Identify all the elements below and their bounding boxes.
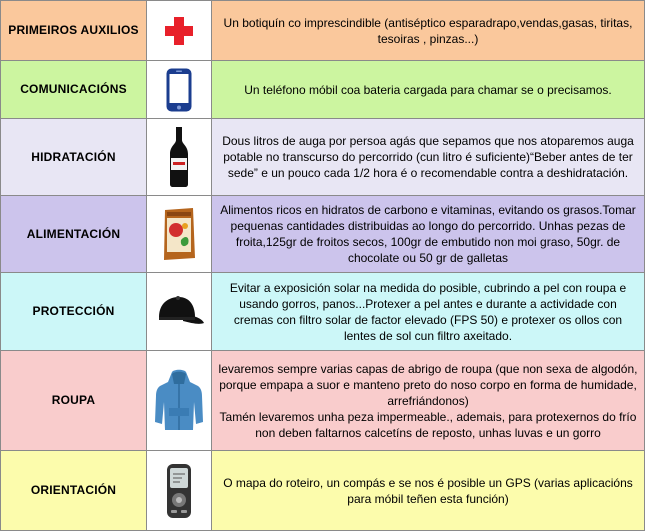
icon-cell [147,1,212,61]
row-description: Un botiquín co imprescindible (antiséptico esparadrapo,vendas,gasas, tiritas, tesoiras , pinzas...) [212,1,645,61]
row-description: Dous litros de auga por persoa agás que sepamos que nos atoparemos auga potable no transcurso do percorrido (cun litro é suficiente)“Beber antes de ter sede” e un pouco cada 1/2 hora é o recomendable contra a deshidratación. [212,119,645,196]
table-row [1,351,645,451]
table-row [1,119,645,196]
gps-device-icon [164,462,194,520]
table-row [1,273,645,351]
table-row [1,196,645,273]
icon-cell [147,273,212,351]
hoodie-icon [154,368,204,434]
icon-cell [147,61,212,119]
row-description: levaremos sempre varias capas de abrigo de roupa (que non sexa de algodón, porque empapa a suor e manteno preto do noso corpo en forma de humidade, arrefriándonos) Tamén levaremos unha peza impermeable., ademais, para protexernos do frío non deben faltarnos calcetíns de reposto, unhas luvas e un gorro [212,351,645,451]
row-description: Evitar a exposición solar na medida do posible, cubrindo a pel con roupa e usando gorros, panos...Protexer a pel antes e durante a actividade con cremas con filtro solar de factor elevado (FPS 50) e protexer os ollos con lentes de sol cun filtro axeitado. [212,273,645,351]
icon-cell [147,196,212,273]
row-label: HIDRATACIÓN [1,119,147,196]
row-label: PROTECCIÓN [1,273,147,351]
row-label: PRIMEIROS AUXILIOS [1,1,147,61]
row-description: Un teléfono móbil coa bateria cargada para chamar se o precisamos. [212,61,645,119]
row-label: ALIMENTACIÓN [1,196,147,273]
row-description: O mapa do roteiro, un compás e se nos é posible un GPS (varias aplicacións para móbil teñen esta función) [212,451,645,531]
table-row [1,451,645,531]
row-label: ROUPA [1,351,147,451]
icon-cell [147,451,212,531]
row-label: ORIENTACIÓN [1,451,147,531]
table-row [1,1,645,61]
cap-icon [153,295,205,329]
row-description: Alimentos ricos en hidratos de carbono e vitaminas, evitando os grasos.Tomar pequenas cantidades distribuidas ao longo do percorrido. Unhas pezas de froita,125gr de froitos secos, 100gr de embutido non moi graso, 50gr. de chocolate ou 50 gr de galletas [212,196,645,273]
first-aid-cross-icon [164,16,194,46]
row-label: COMUNICACIÓNS [1,61,147,119]
water-bottle-icon [168,126,190,188]
mobile-phone-icon [165,67,193,113]
table-row [1,61,645,119]
icon-cell [147,351,212,451]
icon-cell [147,119,212,196]
food-bag-icon [162,206,196,262]
